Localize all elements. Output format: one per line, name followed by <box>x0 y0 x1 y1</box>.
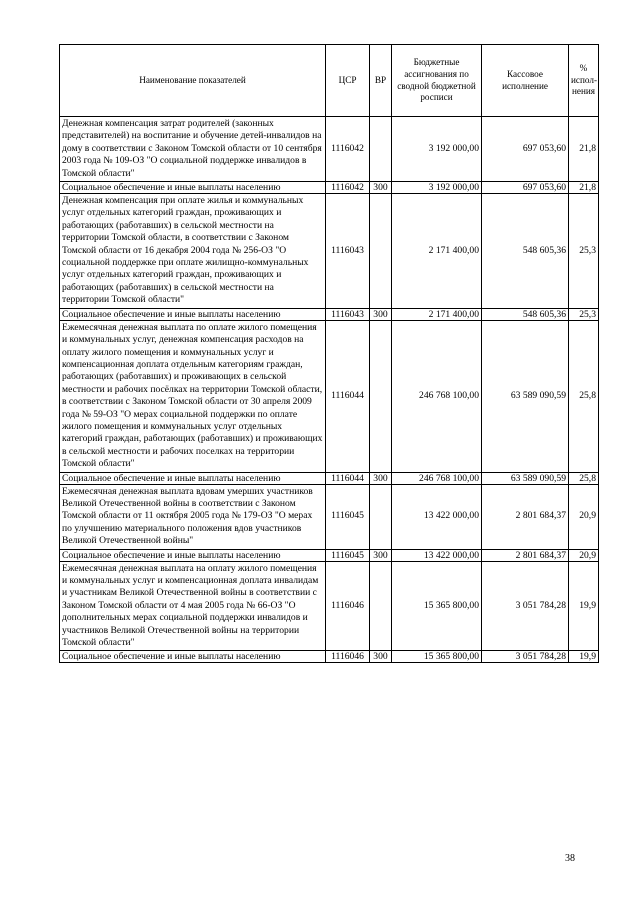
row-vr <box>370 484 392 549</box>
row-pct: 25,8 <box>569 472 599 484</box>
row-csr: 1116043 <box>326 308 370 320</box>
row-vr: 300 <box>370 549 392 561</box>
row-vr: 300 <box>370 308 392 320</box>
table-row <box>60 472 599 484</box>
table-row <box>60 651 599 663</box>
row-cash: 3 051 784,28 <box>482 651 569 663</box>
row-cash: 2 801 684,37 <box>482 484 569 549</box>
row-vr <box>370 117 392 182</box>
table-row <box>60 182 599 194</box>
row-pct: 19,9 <box>569 561 599 651</box>
row-name: Социальное обеспечение и иные выплаты населению <box>60 651 326 663</box>
row-budget: 2 171 400,00 <box>392 308 482 320</box>
row-csr: 1116042 <box>326 182 370 194</box>
table-row <box>60 308 599 320</box>
row-csr: 1116043 <box>326 194 370 309</box>
row-vr <box>370 194 392 309</box>
row-cash: 548 605,36 <box>482 194 569 309</box>
header-budget: Бюджетные ассигнования по сводной бюджетной росписи <box>392 45 482 117</box>
table-row <box>60 117 599 182</box>
row-vr: 300 <box>370 651 392 663</box>
row-budget: 15 365 800,00 <box>392 561 482 651</box>
row-budget: 13 422 000,00 <box>392 549 482 561</box>
row-pct: 20,9 <box>569 484 599 549</box>
row-pct: 21,8 <box>569 117 599 182</box>
header-csr: ЦСР <box>326 45 370 117</box>
row-name: Социальное обеспечение и иные выплаты населению <box>60 308 326 320</box>
table-row <box>60 484 599 549</box>
row-pct: 21,8 <box>569 182 599 194</box>
row-cash: 697 053,60 <box>482 182 569 194</box>
row-vr <box>370 320 392 472</box>
table-row <box>60 320 599 472</box>
row-csr: 1116045 <box>326 484 370 549</box>
table-row <box>60 194 599 309</box>
table-row <box>60 549 599 561</box>
row-budget: 2 171 400,00 <box>392 194 482 309</box>
row-vr: 300 <box>370 472 392 484</box>
row-vr: 300 <box>370 182 392 194</box>
row-budget: 3 192 000,00 <box>392 182 482 194</box>
header-cash: Кассовое исполнение <box>482 45 569 117</box>
row-pct: 20,9 <box>569 549 599 561</box>
row-cash: 63 589 090,59 <box>482 320 569 472</box>
row-name: Социальное обеспечение и иные выплаты населению <box>60 472 326 484</box>
row-name: Социальное обеспечение и иные выплаты населению <box>60 182 326 194</box>
row-csr: 1116045 <box>326 549 370 561</box>
row-cash: 63 589 090,59 <box>482 472 569 484</box>
row-csr: 1116046 <box>326 651 370 663</box>
table-row <box>60 561 599 651</box>
row-name: Ежемесячная денежная выплата вдовам умерших участников Великой Отечественной войны в соответствии с Законом Томской области от 11 октября 2005 года № 179-ОЗ "О мерах по улучшению материального положения вдов участников Великой Отечественной войны" <box>60 484 326 549</box>
row-name: Денежная компенсация затрат родителей (законных представителей) на воспитание и обучение детей-инвалидов на дому в соответствии с Законом Томской области от 10 сентября 2003 года № 109-ОЗ "О социальной поддержке инвалидов в Томской области" <box>60 117 326 182</box>
row-pct: 19,9 <box>569 651 599 663</box>
budget-execution-table <box>59 44 599 663</box>
row-cash: 3 051 784,28 <box>482 561 569 651</box>
row-cash: 548 605,36 <box>482 308 569 320</box>
row-csr: 1116044 <box>326 472 370 484</box>
row-csr: 1116044 <box>326 320 370 472</box>
row-cash: 2 801 684,37 <box>482 549 569 561</box>
row-budget: 13 422 000,00 <box>392 484 482 549</box>
row-csr: 1116046 <box>326 561 370 651</box>
table-header-row <box>60 45 599 117</box>
row-cash: 697 053,60 <box>482 117 569 182</box>
row-budget: 15 365 800,00 <box>392 651 482 663</box>
row-budget: 246 768 100,00 <box>392 320 482 472</box>
row-csr: 1116042 <box>326 117 370 182</box>
header-name: Наименование показателей <box>60 45 326 117</box>
header-pct: % испол-нения <box>569 45 599 117</box>
row-budget: 246 768 100,00 <box>392 472 482 484</box>
header-vr: ВР <box>370 45 392 117</box>
row-vr <box>370 561 392 651</box>
page-number: 38 <box>565 853 575 864</box>
row-name: Денежная компенсация при оплате жилья и коммунальных услуг отдельных категорий граждан, проживающих и работающих (работавших) в сельской местности на территории Томской области, в соответствии с Законом Томской области от 16 декабря 2004 года № 256-ОЗ "О социальной поддержке при оплате жилищно-коммунальных услуг отдельных категорий граждан, проживающих и работающих (работавших) в сельской местности на территории Томской области" <box>60 194 326 309</box>
row-name: Ежемесячная денежная выплата на оплату жилого помещения и коммунальных услуг и компенсационная доплата инвалидам и участникам Великой Отечественной войны в соответствии с Законом Томской области от 4 мая 2005 года № 66-ОЗ "О дополнительных мерах социальной поддержки инвалидов и участников Великой Отечественной войны на территории Томской области" <box>60 561 326 651</box>
row-pct: 25,3 <box>569 194 599 309</box>
row-budget: 3 192 000,00 <box>392 117 482 182</box>
row-pct: 25,3 <box>569 308 599 320</box>
row-name: Ежемесячная денежная выплата по оплате жилого помещения и коммунальных услуг, денежная компенсация расходов на оплату жилого помещения и коммунальных услуг и компенсационная доплата отдельным категориям граждан, работающих (работавших) и проживающих в сельской местности и рабочих посёлках на территории Томской области, в соответствии с Законом Томской области от 30 апреля 2009 года № 59-ОЗ "О мерах социальной поддержки по оплате жилого помещения и коммунальных услуг отдельных категорий граждан, работающих (работавших) и проживающих в сельской местности и рабочих поселках на территории Томской области" <box>60 320 326 472</box>
row-name: Социальное обеспечение и иные выплаты населению <box>60 549 326 561</box>
row-pct: 25,8 <box>569 320 599 472</box>
